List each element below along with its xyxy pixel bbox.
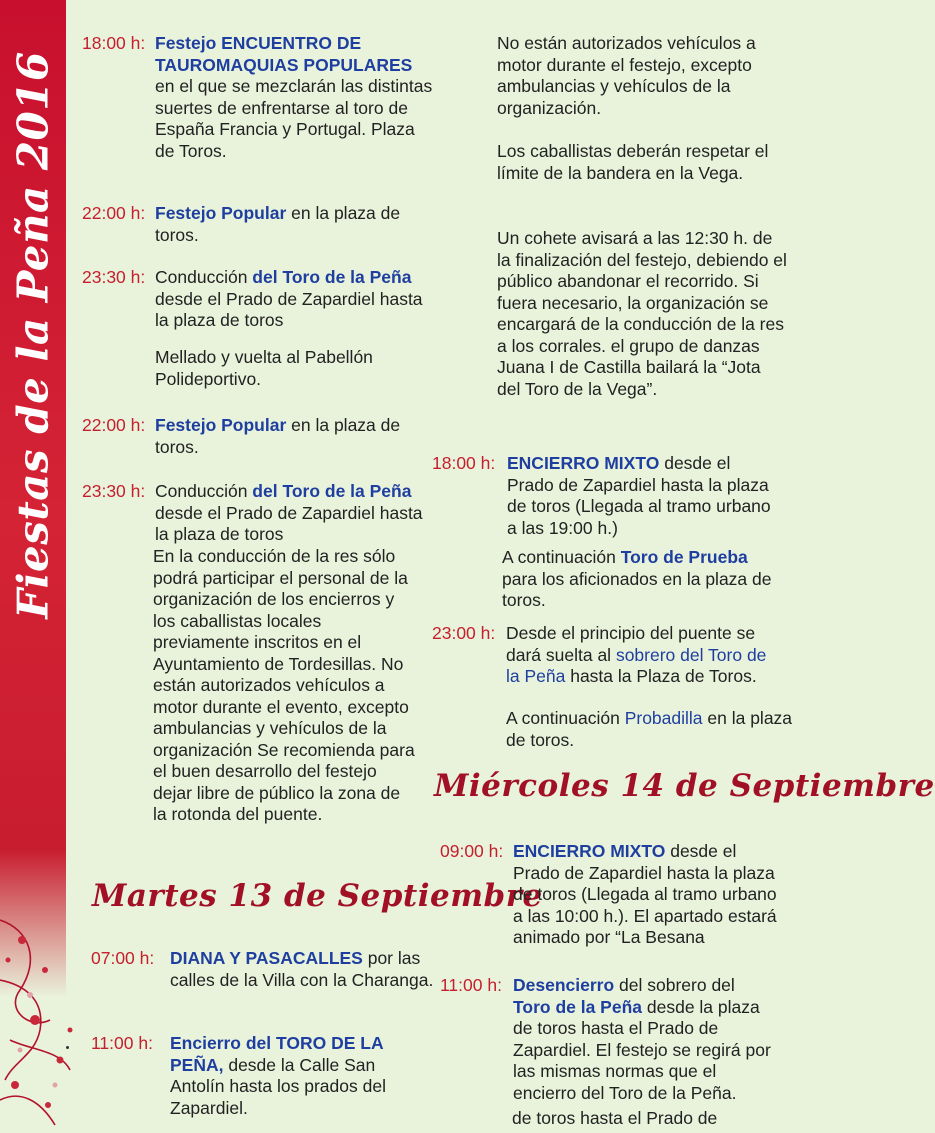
event-name: DIANA Y PASACALLES xyxy=(170,948,363,968)
entry-time: 23:00 h: xyxy=(432,623,496,643)
entry-text xyxy=(155,33,433,162)
para-prefix: A continuación xyxy=(506,708,625,728)
day-heading: Martes 13 de Septiembre xyxy=(92,878,543,914)
rules-paragraph: En la conducción de la res sólo podrá participar el personal de la organización de los encierros y los caballistas locales previamente inscritos en el Ayuntamiento de Tordesillas. No están autorizados vehículos a motor durante el evento, excepto ambulancias y vehículos de la organización Se recomienda para el buen desarrollo del festejo dejar libre de público la zona de la rotonda del puente. xyxy=(153,546,415,824)
event-description: desde el Prado de Zapardiel hasta la plaza de toros xyxy=(155,288,423,330)
notice-paragraph: No están autorizados vehículos a motor durante el festejo, excepto ambulancias y vehículos de la organización. xyxy=(497,33,756,118)
event-prefix: Conducción xyxy=(155,481,253,501)
entry-time: 22:00 h: xyxy=(82,203,146,223)
event-name: sobrero del Toro de la Peña xyxy=(506,644,767,686)
sidebar-title xyxy=(0,0,66,650)
event-connector: del sobrero del xyxy=(614,975,735,995)
para-prefix: A continuación xyxy=(502,547,621,567)
stray-dot xyxy=(66,1046,69,1049)
event-name: Festejo ENCUENTRO DE TAUROMAQUIAS POPULARES xyxy=(155,33,413,75)
event-name: del Toro de la Peña xyxy=(252,481,412,501)
entry-text xyxy=(513,841,783,949)
event-description: desde el Prado de Zapardiel hasta la plaza de toros xyxy=(155,502,423,544)
entry-text xyxy=(155,203,433,246)
event-description: en la plaza de toros. xyxy=(155,203,401,245)
entry-text xyxy=(155,415,433,458)
event-name: Encierro del TORO DE LA PEÑA, xyxy=(170,1033,383,1075)
event-description: por las calles de la Villa con la Charanga. xyxy=(170,948,434,990)
entry-time: 22:00 h: xyxy=(82,415,146,435)
fragment-text: Mellado y vuelta al Pabellón Polideportivo. xyxy=(155,347,373,389)
event-name: Desencierro xyxy=(513,975,615,995)
notice-paragraph xyxy=(502,547,787,612)
floral-ornament-icon xyxy=(0,900,90,1133)
entry-time: 23:30 h: xyxy=(82,481,146,501)
entry-text xyxy=(170,948,435,991)
entry-time: 23:30 h: xyxy=(82,267,146,287)
entry-text xyxy=(513,975,775,1104)
para-text: en la plaza de toros. xyxy=(506,708,793,750)
entry-text xyxy=(507,453,779,539)
clipped-fragment: de toros hasta el Prado de xyxy=(512,1108,718,1128)
event-name: Toro de Prueba xyxy=(620,547,748,567)
entry-text xyxy=(170,1033,415,1119)
entry-time: 07:00 h: xyxy=(91,948,155,968)
festival-title: Fiestas de la Peña 2016 xyxy=(8,51,58,619)
right-column xyxy=(432,0,935,1133)
event-description: desde el Prado de Zapardiel hasta la plaza de toros (Llegada al tramo urbano a las 19:00 h.) xyxy=(507,453,771,538)
event-name-secondary: Toro de la Peña xyxy=(513,996,643,1017)
entry-time: 18:00 h: xyxy=(432,453,496,473)
event-name: Festejo Popular xyxy=(155,203,287,223)
event-description: hasta la Plaza de Toros. xyxy=(565,666,757,686)
entry-time: 11:00 h: xyxy=(91,1033,153,1053)
entry-text xyxy=(506,623,768,688)
notice-paragraph: Un cohete avisará a las 12:30 h. de la finalización del festejo, debiendo el público abandonar el recorrido. Si fuera necesario, la organización se encargará de la conducción de la res a los corrales. el grupo de danzas Juana I de Castilla bailará la “Jota del Toro de la Vega”. xyxy=(497,228,787,399)
entry-time: 11:00 h: xyxy=(440,975,502,995)
day-heading: Miércoles 14 de Septiembre xyxy=(434,768,935,804)
event-description: desde el Prado de Zapardiel hasta la plaza de toros (Llegada al tramo urbano a las 10:00 h.). El apartado estará animado por “La Besana xyxy=(513,841,777,947)
event-description: desde la Calle San Antolín hasta los prados del Zapardiel. xyxy=(170,1054,386,1118)
notice-paragraph xyxy=(506,708,796,751)
event-description: en el que se mezclarán las distintas suertes de enfrentarse al toro de España Francia y Portugal. Plaza de Toros. xyxy=(155,76,433,161)
notice-paragraph: Los caballistas deberán respetar el límite de la bandera en la Vega. xyxy=(497,141,769,183)
event-prefix: Desde el principio del puente se dará suelta al xyxy=(506,623,756,665)
para-text: para los aficionados en la plaza de toros. xyxy=(502,568,772,610)
entry-time: 09:00 h: xyxy=(440,841,504,861)
event-description: en la plaza de toros. xyxy=(155,415,401,457)
entry-text xyxy=(155,481,437,546)
event-description: desde la plaza de toros hasta el Prado de Zapardiel. El festejo se regirá por las mismas normas que el encierro del Toro de la Peña. xyxy=(513,996,771,1103)
event-name: Probadilla xyxy=(624,708,703,728)
event-name: ENCIERRO MIXTO xyxy=(507,453,660,473)
entry-time: 18:00 h: xyxy=(82,33,146,53)
clipped-fragment xyxy=(155,347,433,393)
event-prefix: Conducción xyxy=(155,267,253,287)
event-name: del Toro de la Peña xyxy=(252,267,412,287)
event-name: ENCIERRO MIXTO xyxy=(513,841,666,861)
entry-text xyxy=(155,267,437,332)
event-name: Festejo Popular xyxy=(155,415,287,435)
